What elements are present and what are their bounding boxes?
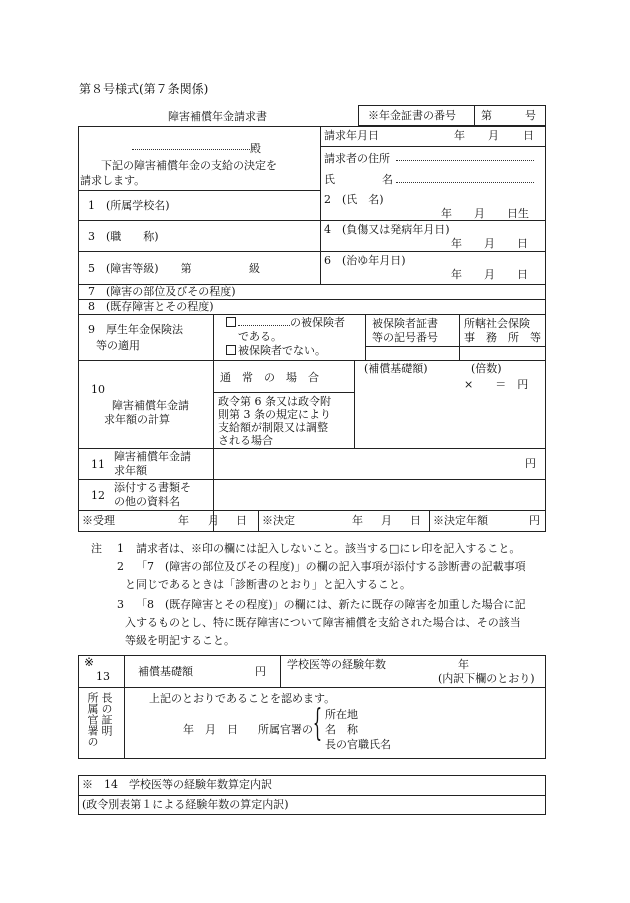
addressee-line [132,141,250,154]
row2-dob[interactable]: 年 月 日生 [441,207,529,220]
decided-label: ※決定 [262,514,295,527]
row9-label-2: 等の適用 [96,339,140,352]
row10-normal-case: 通 常 の 場 合 [220,371,319,384]
note-1: 請求者は、※印の欄には記入しないこと。該当する□にレ印を記入すること。 [136,542,521,555]
row9-option-not-insured[interactable]: 被保険者でない。 [226,345,326,358]
request-date-year[interactable]: 年 [454,129,465,142]
cert-number-label: ※年金証書の番号 [368,109,456,122]
request-date-month[interactable]: 月 [488,129,499,142]
checkbox-icon[interactable] [226,345,236,355]
row10-label-2: 求年額の計算 [104,413,170,426]
row10-special-3: 支給額が制限又は調整 [218,421,328,434]
row10-label-1: 障害補償年金請 [112,399,189,412]
sec14-subtitle: (政令別表第１による経験年数の算定内訳) [82,798,289,811]
applicant-name-field[interactable] [396,174,534,187]
row9-option-insured-2: である。 [238,330,282,343]
decided-amount-yen: 円 [529,514,540,527]
row4-date[interactable]: 年 月 日 [451,237,528,250]
row9-option-insured[interactable]: の被保険者 [226,317,345,330]
row6-label: 6 (治ゆ年月日) [324,254,406,267]
row11-yen: 円 [525,457,536,470]
row8-label: 8 (既存障害とその程度) [88,300,214,313]
note-3b: 入するものとし、特に既存障害について障害補償を支給された場合は、その該当 [125,616,521,629]
form-title: 障害補償年金請求書 [168,110,267,123]
row7-label: 7 (障害の部位及びその程度) [88,285,236,298]
applicant-address-field[interactable] [396,152,534,165]
row3-label: 3 (職 称) [88,230,159,243]
row4-label: 4 (負傷又は発病年月日) [324,223,450,236]
row10-special-4: される場合 [218,434,273,447]
office-label-1: 所轄社会保険 [464,317,530,330]
row10-formula[interactable]: × ＝ 円 [464,378,529,391]
sec13-location: 所在地 [325,708,358,721]
sec13-side-label-col2: 長の証明 [100,692,113,736]
sec13-side-label-col1: 所属官署の [86,692,99,747]
row10-special-2: 則第 3 条の規定により [218,408,331,421]
sec13-date[interactable]: 年 月 日 [183,723,238,736]
row11-label-2: 求年額 [114,464,147,477]
sec13-office: 所属官署の [258,723,313,736]
received-year: 年 [178,514,189,527]
sec13-base-yen: 円 [255,665,266,678]
sec13-head: 長の官職氏名 [325,738,391,751]
brace-icon: { [312,703,323,744]
addressee-tono: 殿 [250,142,261,155]
row11-label-1: 障害補償年金請 [114,450,191,463]
row10-special-1: 政令第 6 条又は政令附 [218,395,331,408]
sec13-name: 名 称 [325,723,358,736]
row10-multiple-label: (倍数) [471,362,502,375]
sec13-years-label: 学校医等の経験年数 [287,658,386,671]
row1-label: 1 (所属学校名) [88,199,170,212]
row10-number: 10 [91,383,105,396]
row5-label: 5 (障害等級) 第 [88,262,192,275]
sec13-base-label: 補償基礎額 [138,665,193,678]
applicant-name-label-1: 氏 [324,173,335,186]
decided-day: 日 [410,514,421,527]
cert-number-prefix: 第 [481,109,492,122]
decided-amount-label: ※決定年額 [433,514,488,527]
received-day: 日 [236,514,247,527]
decided-month: 月 [381,514,392,527]
request-intro-1: 下記の障害補償年金の支給の決定を [101,159,277,172]
note-2a: 「7 (障害の部位及びその程度)」の欄の記入事項が添付する診断書の記載事項 [136,560,526,573]
request-date-day[interactable]: 日 [523,129,534,142]
row2-label: 2 (氏 名) [324,193,384,206]
sec13-number: 13 [96,670,110,683]
received-label: ※受理 [82,514,115,527]
sec13-breakdown: (内訳下欄のとおり) [438,672,535,685]
note-2b: と同じであるときは「診断書のとおり」と記入すること。 [125,578,411,591]
note-1-num: 1 [117,542,124,555]
note-3a: 「8 (既存障害とその程度)」の欄には、新たに既存の障害を加重した場合に記 [136,598,526,611]
decided-year: 年 [352,514,363,527]
row11-number: 11 [91,458,105,471]
row9-label-1: 9 厚生年金保険法 [88,323,183,336]
sec13-years-unit: 年 [458,658,469,671]
row10-base-label: (補償基礎額) [364,362,428,375]
request-intro-2: 請求します。 [80,174,146,187]
received-month: 月 [208,514,219,527]
row12-label-2: の他の資料名 [114,495,180,508]
row5-suffix: 級 [249,262,260,275]
note-3c: 等級を明記すること。 [125,634,235,647]
row12-number: 12 [91,489,105,502]
applicant-name-label-2: 名 [382,173,393,186]
notes-head: 注 [91,542,102,555]
note-3-num: 3 [117,598,124,611]
checkbox-icon[interactable] [226,317,236,327]
applicant-address-label: 請求者の住所 [324,152,390,165]
form-number: 第８号様式(第７条関係) [79,82,209,96]
note-2-num: 2 [117,560,124,573]
sec13-certify: 上記のとおりであることを認めます。 [149,692,336,705]
cert-symbol-label-2: 等の記号番号 [372,331,438,344]
office-label-2: 事 務 所 等 [464,331,541,344]
cert-number-suffix: 号 [525,109,536,122]
cert-symbol-label-1: 被保険者証書 [372,317,438,330]
sec14-title: ※ 14 学校医等の経験年数算定内訳 [82,778,272,791]
request-date-label: 請求年月日 [324,129,379,142]
sec13-mark: ※ [84,655,95,669]
row6-date[interactable]: 年 月 日 [451,268,528,281]
row12-label-1: 添付する書類そ [114,481,191,494]
